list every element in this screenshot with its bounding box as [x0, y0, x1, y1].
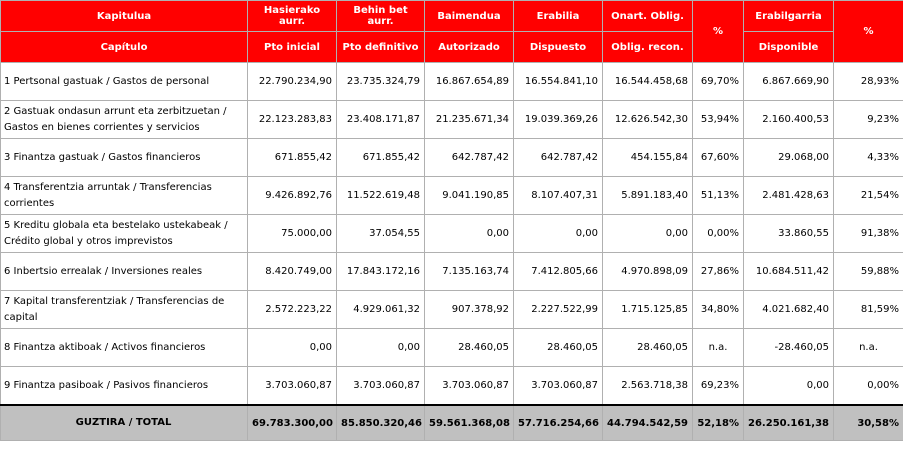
percent-available-cell: 28,93% — [834, 63, 903, 101]
header-committed-es: Dispuesto — [514, 32, 603, 63]
initial-budget-cell: 0,00 — [248, 329, 337, 367]
final-budget-cell: 0,00 — [337, 329, 425, 367]
authorized-cell: 9.041.190,85 — [425, 177, 514, 215]
header-final-budget-es: Pto definitivo — [337, 32, 425, 63]
chapter-cell: 5 Kreditu globala eta bestelako ustekabeak / Crédito global y otros imprevistos — [1, 215, 248, 253]
chapter-cell: 7 Kapital transferentziak / Transferencias de capital — [1, 291, 248, 329]
authorized-cell: 907.378,92 — [425, 291, 514, 329]
committed-cell: 19.039.369,26 — [514, 101, 603, 139]
available-cell: -28.460,05 — [744, 329, 834, 367]
percent-obligations-cell: 34,80% — [693, 291, 744, 329]
chapter-cell: 4 Transferentzia arruntak / Transferencias corrientes — [1, 177, 248, 215]
obligations-cell: 16.544.458,68 — [603, 63, 693, 101]
obligations-cell: 12.626.542,30 — [603, 101, 693, 139]
table-body — [1, 63, 903, 441]
initial-budget-cell: 3.703.060,87 — [248, 367, 337, 406]
header-percent-available: % — [834, 1, 903, 63]
percent-available-cell: 59,88% — [834, 253, 903, 291]
committed-cell: 28.460,05 — [514, 329, 603, 367]
table-header — [1, 1, 903, 63]
obligations-cell: 0,00 — [603, 215, 693, 253]
total-label: GUZTIRA / TOTAL — [1, 405, 248, 441]
header-initial-budget: Hasierako aurr. — [248, 1, 337, 32]
obligations-cell: 2.563.718,38 — [603, 367, 693, 406]
initial-budget-cell: 22.123.283,83 — [248, 101, 337, 139]
percent-available-cell: n.a. — [834, 329, 903, 367]
committed-cell: 16.554.841,10 — [514, 63, 603, 101]
obligations-cell: 1.715.125,85 — [603, 291, 693, 329]
percent-obligations-cell: 67,60% — [693, 139, 744, 177]
available-cell: 0,00 — [744, 367, 834, 406]
available-cell: 10.684.511,42 — [744, 253, 834, 291]
header-initial-budget-es: Pto inicial — [248, 32, 337, 63]
table-row — [1, 253, 903, 291]
total-available: 26.250.161,38 — [744, 405, 834, 441]
committed-cell: 7.412.805,66 — [514, 253, 603, 291]
percent-obligations-cell: 51,13% — [693, 177, 744, 215]
final-budget-cell: 4.929.061,32 — [337, 291, 425, 329]
authorized-cell: 21.235.671,34 — [425, 101, 514, 139]
available-cell: 6.867.669,90 — [744, 63, 834, 101]
total-obligations: 44.794.542,59 — [603, 405, 693, 441]
percent-available-cell: 81,59% — [834, 291, 903, 329]
authorized-cell: 16.867.654,89 — [425, 63, 514, 101]
authorized-cell: 28.460,05 — [425, 329, 514, 367]
table-row — [1, 177, 903, 215]
authorized-cell: 3.703.060,87 — [425, 367, 514, 406]
final-budget-cell: 17.843.172,16 — [337, 253, 425, 291]
final-budget-cell: 23.735.324,79 — [337, 63, 425, 101]
header-obligations-es: Oblig. recon. — [603, 32, 693, 63]
percent-obligations-cell: 69,70% — [693, 63, 744, 101]
committed-cell: 2.227.522,99 — [514, 291, 603, 329]
chapter-cell: 2 Gastuak ondasun arrunt eta zerbitzuetan / Gastos en bienes corrientes y servicios — [1, 101, 248, 139]
committed-cell: 3.703.060,87 — [514, 367, 603, 406]
header-obligations: Onart. Oblig. — [603, 1, 693, 32]
percent-obligations-cell: 69,23% — [693, 367, 744, 406]
percent-obligations-cell: 53,94% — [693, 101, 744, 139]
percent-available-cell: 9,23% — [834, 101, 903, 139]
available-cell: 2.160.400,53 — [744, 101, 834, 139]
authorized-cell: 642.787,42 — [425, 139, 514, 177]
total-percent-obligations: 52,18% — [693, 405, 744, 441]
initial-budget-cell: 671.855,42 — [248, 139, 337, 177]
percent-available-cell: 91,38% — [834, 215, 903, 253]
final-budget-cell: 37.054,55 — [337, 215, 425, 253]
total-authorized: 59.561.368,08 — [425, 405, 514, 441]
total-percent-available: 30,58% — [834, 405, 903, 441]
authorized-cell: 7.135.163,74 — [425, 253, 514, 291]
obligations-cell: 28.460,05 — [603, 329, 693, 367]
header-row-basque — [1, 1, 903, 32]
chapter-cell: 6 Inbertsio errealak / Inversiones reales — [1, 253, 248, 291]
percent-obligations-cell: 27,86% — [693, 253, 744, 291]
header-percent-obligations: % — [693, 1, 744, 63]
total-initial-budget: 69.783.300,00 — [248, 405, 337, 441]
obligations-cell: 4.970.898,09 — [603, 253, 693, 291]
total-committed: 57.716.254,66 — [514, 405, 603, 441]
final-budget-cell: 671.855,42 — [337, 139, 425, 177]
percent-obligations-cell: 0,00% — [693, 215, 744, 253]
header-chapter-es: Capítulo — [1, 32, 248, 63]
committed-cell: 0,00 — [514, 215, 603, 253]
available-cell: 4.021.682,40 — [744, 291, 834, 329]
available-cell: 29.068,00 — [744, 139, 834, 177]
table-row — [1, 139, 903, 177]
available-cell: 33.860,55 — [744, 215, 834, 253]
final-budget-cell: 23.408.171,87 — [337, 101, 425, 139]
chapter-cell: 3 Finantza gastuak / Gastos financieros — [1, 139, 248, 177]
header-committed: Erabilia — [514, 1, 603, 32]
initial-budget-cell: 8.420.749,00 — [248, 253, 337, 291]
header-row-spanish — [1, 32, 903, 63]
table-row — [1, 63, 903, 101]
percent-obligations-cell: n.a. — [693, 329, 744, 367]
initial-budget-cell: 75.000,00 — [248, 215, 337, 253]
table-row — [1, 329, 903, 367]
header-available-es: Disponible — [744, 32, 834, 63]
table-row — [1, 101, 903, 139]
table-row — [1, 367, 903, 406]
header-available: Erabilgarria — [744, 1, 834, 32]
percent-available-cell: 21,54% — [834, 177, 903, 215]
final-budget-cell: 3.703.060,87 — [337, 367, 425, 406]
initial-budget-cell: 2.572.223,22 — [248, 291, 337, 329]
total-final-budget: 85.850.320,46 — [337, 405, 425, 441]
percent-available-cell: 0,00% — [834, 367, 903, 406]
header-authorized-es: Autorizado — [425, 32, 514, 63]
header-authorized: Baimendua — [425, 1, 514, 32]
chapter-cell: 1 Pertsonal gastuak / Gastos de personal — [1, 63, 248, 101]
committed-cell: 8.107.407,31 — [514, 177, 603, 215]
committed-cell: 642.787,42 — [514, 139, 603, 177]
final-budget-cell: 11.522.619,48 — [337, 177, 425, 215]
initial-budget-cell: 22.790.234,90 — [248, 63, 337, 101]
header-chapter: Kapitulua — [1, 1, 248, 32]
chapter-cell: 9 Finantza pasiboak / Pasivos financieros — [1, 367, 248, 406]
header-final-budget: Behin bet aurr. — [337, 1, 425, 32]
percent-available-cell: 4,33% — [834, 139, 903, 177]
table-row — [1, 291, 903, 329]
authorized-cell: 0,00 — [425, 215, 514, 253]
obligations-cell: 454.155,84 — [603, 139, 693, 177]
obligations-cell: 5.891.183,40 — [603, 177, 693, 215]
total-row — [1, 405, 903, 441]
available-cell: 2.481.428,63 — [744, 177, 834, 215]
initial-budget-cell: 9.426.892,76 — [248, 177, 337, 215]
table-row — [1, 215, 903, 253]
chapter-cell: 8 Finantza aktiboak / Activos financieros — [1, 329, 248, 367]
